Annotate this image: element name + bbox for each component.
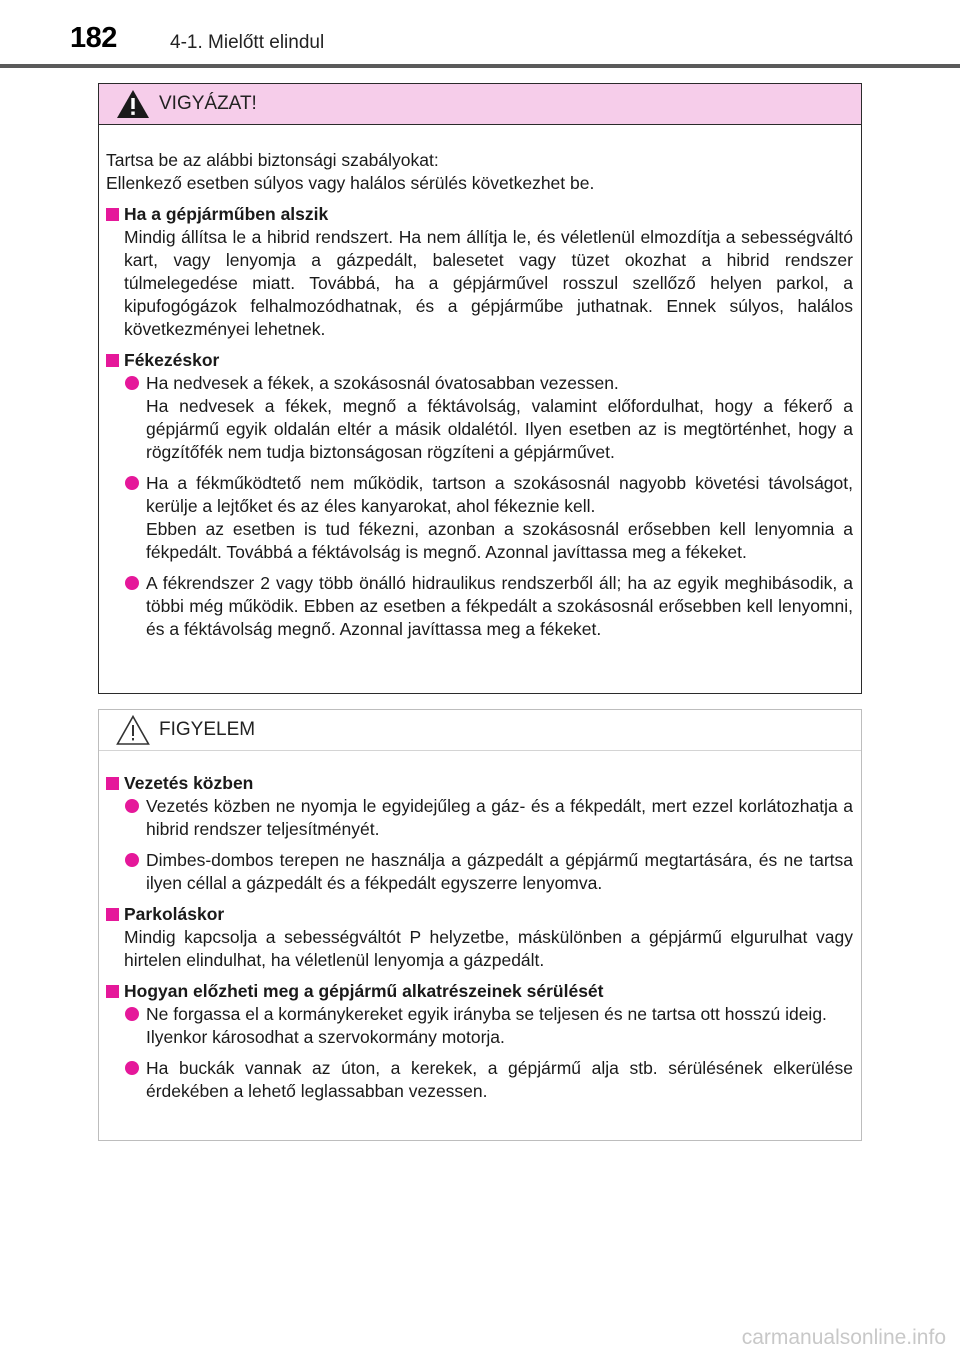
circle-bullet-icon	[125, 476, 139, 490]
page-number: 182	[70, 22, 117, 54]
list-item	[106, 1057, 853, 1103]
list-item	[106, 572, 853, 641]
bullet-text: Dimbes-dombos terepen ne használja a gázpedált a gépjármű megtartására, és ne tartsa ilyen céllal a gázpedált és a fékpedált egyszerre lenyomva.	[146, 850, 853, 893]
list-item	[106, 1003, 853, 1049]
square-bullet-icon	[106, 354, 119, 367]
bullet-text: Ha a fékműködtető nem működik, tartson a szokásosnál nagyobb követési távolságot, kerülje a lejtőket és az éles kanyarokat, ahol fékeznie kell.	[146, 473, 853, 516]
caution-triangle-icon	[115, 714, 151, 751]
section-driving	[106, 772, 853, 895]
warning-box	[98, 83, 862, 694]
notice-title: FIGYELEM	[159, 719, 256, 740]
bullet-text: Ha nedvesek a fékek, a szokásosnál óvatosabban vezessen.	[146, 373, 619, 393]
section-title-parking	[106, 903, 853, 926]
intro-line: Ellenkező esetben súlyos vagy halálos sérülés következhet be.	[106, 173, 595, 193]
intro-line: Tartsa be az alábbi biztonsági szabályokat:	[106, 150, 439, 170]
bullet-text: A fékrendszer 2 vagy több önálló hidraulikus rendszerből áll; ha az egyik meghibásodik, a többi még működik. Ebben az esetben a fékpedált a szokásosnál erősebben kell lenyomni, és a féktávolság megnő. Azonnal javíttassa meg a fékeket.	[146, 573, 853, 639]
circle-bullet-icon	[125, 853, 139, 867]
section-title-braking	[106, 349, 853, 372]
bullet-text: Ha buckák vannak az úton, a kerekek, a gépjármű alja stb. sérülésének elkerülése érdekében a lehető leglassabban vezessen.	[146, 1058, 853, 1101]
section-title-prevent-damage	[106, 980, 853, 1003]
warning-triangle-icon	[115, 88, 151, 125]
square-bullet-icon	[106, 777, 119, 790]
square-bullet-icon	[106, 208, 119, 221]
notice-body	[99, 751, 861, 1103]
notice-header	[99, 710, 861, 751]
circle-bullet-icon	[125, 799, 139, 813]
header-divider	[0, 64, 960, 68]
list-item	[106, 849, 853, 895]
bullet-text: Ne forgassa el a kormánykereket egyik irányba se teljesen és ne tartsa ott hosszú ideig.	[146, 1004, 827, 1024]
square-bullet-icon	[106, 985, 119, 998]
warning-title: VIGYÁZAT!	[159, 93, 257, 114]
warning-intro	[106, 149, 853, 195]
section-heading: Vezetés közben	[124, 773, 254, 793]
section-title-driving	[106, 772, 853, 795]
section-heading: Parkoláskor	[124, 904, 225, 924]
circle-bullet-icon	[125, 1007, 139, 1021]
bullet-text: Ebben az esetben is tud fékezni, azonban a szokásosnál erősebben kell lenyomnia a fékpedált. Továbbá a féktávolság is megnő. Azonnal javíttassa meg a fékeket.	[146, 519, 853, 562]
square-bullet-icon	[106, 908, 119, 921]
section-text: Mindig állítsa le a hibrid rendszert. Ha nem állítja le, és véletlenül elmozdítja a sebességváltó kart, vagy lenyomja a gázpedált, balesetet vagy tüzet okozhat a hibrid rendszer túlmelegedése miatt. Továbbá, ha a gépjárművel rosszul szellőző helyen parkol, a kipufogógázok felhalmozódhatnak, és a gépjárműbe juthatnak. Ennek súlyos, halálos következményei lehetnek.	[124, 227, 853, 339]
section-heading: Ha a gépjárműben alszik	[124, 204, 329, 224]
warning-header	[99, 84, 861, 125]
section-title-sleeping	[106, 203, 853, 226]
section-heading: Hogyan előzheti meg a gépjármű alkatrészeinek sérülését	[124, 981, 604, 1001]
list-item	[106, 372, 853, 464]
bullet-text: Ha nedvesek a fékek, megnő a féktávolság, valamint előfordulhat, hogy a fékerő a gépjármű egyik oldalán eltér a másik oldalétól. Ilyen esetben az is megtörténhet, hogy a rögzítőfék nem tudja biztonságosan rögzíteni a gépjárművet.	[146, 396, 853, 462]
section-prevent-damage	[106, 980, 853, 1103]
warning-body	[99, 125, 861, 641]
watermark: carmanualsonline.info	[741, 1326, 946, 1349]
section-text: Mindig kapcsolja a sebességváltót P helyzetbe, máskülönben a gépjármű elgurulhat vagy hirtelen elindulhat, ha véletlenül lenyomja a gázpedált.	[124, 927, 853, 970]
section-braking	[106, 349, 853, 641]
section-parking	[106, 903, 853, 972]
list-item	[106, 472, 853, 564]
section-title: 4-1. Mielőtt elindul	[170, 32, 325, 53]
circle-bullet-icon	[125, 576, 139, 590]
notice-box	[98, 709, 862, 1141]
circle-bullet-icon	[125, 1061, 139, 1075]
bullet-text: Vezetés közben ne nyomja le egyidejűleg a gáz- és a fékpedált, mert ezzel korlátozhatja a hibrid rendszer teljesítményét.	[146, 796, 853, 839]
bullet-text: Ilyenkor károsodhat a szervokormány motorja.	[146, 1027, 505, 1047]
page-header	[0, 0, 960, 70]
circle-bullet-icon	[125, 376, 139, 390]
section-sleeping	[106, 203, 853, 341]
section-heading: Fékezéskor	[124, 350, 220, 370]
list-item	[106, 795, 853, 841]
